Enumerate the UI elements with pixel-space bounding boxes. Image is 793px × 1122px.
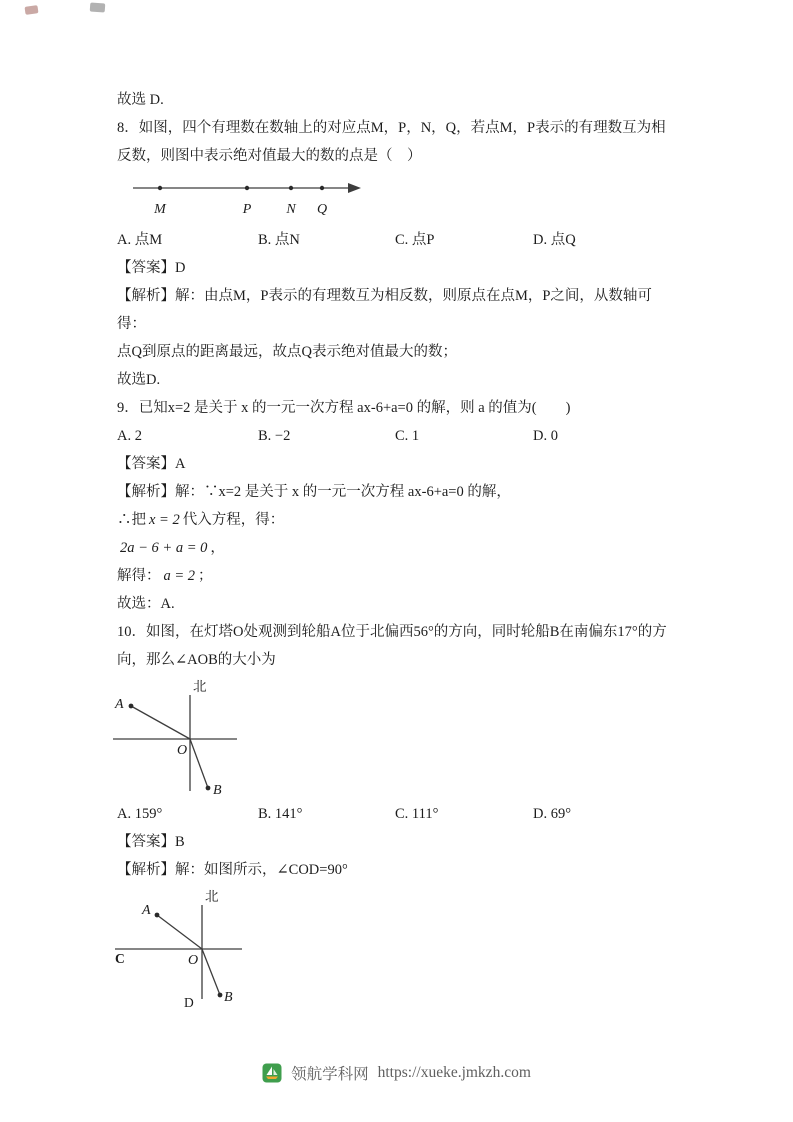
point-N-dot [289, 186, 293, 190]
point-A-dot [155, 913, 160, 918]
math-segment: a = 2 [163, 568, 196, 584]
bearing-solution-diagram [111, 887, 271, 1013]
footer-url: https://xueke.jmkzh.com [377, 1064, 531, 1081]
text-segment: ， [210, 540, 225, 556]
q9-analysis-line3 [117, 534, 679, 562]
q8-options [117, 226, 679, 254]
q10-direction-figure [117, 677, 679, 797]
point-O-label: O [177, 743, 188, 758]
q7-closing-line: 故选 D. [117, 92, 164, 108]
text-segment: ∴把 [117, 512, 146, 528]
scan-artifact [90, 2, 106, 12]
north-label: 北 [193, 679, 207, 694]
q10-solution-figure [117, 887, 679, 1013]
q8-analysis-line3: 故选D. [117, 372, 161, 388]
point-Q-label: Q [316, 202, 328, 217]
q10-question: 10．如图，在灯塔O处观测到轮船A位于北偏西56°的方向，同时轮船B在南偏东17°的方向，那么∠AOB的大小为 [117, 624, 667, 668]
point-A-label: A [142, 903, 151, 918]
ray-OB [190, 739, 208, 788]
q8-option-b: B. 点N [258, 232, 300, 248]
page-footer [0, 1062, 793, 1084]
point-B-dot [206, 786, 211, 791]
arrow-right-icon [348, 183, 361, 193]
q9-option-a: A. 2 [117, 428, 142, 444]
q8-answer: 【答案】D [117, 260, 186, 276]
point-N-label: N [286, 202, 296, 217]
point-Q-dot [320, 186, 324, 190]
scan-artifact [25, 5, 39, 15]
math-segment: x = 2 [149, 512, 180, 528]
q10-option-b: B. 141° [258, 806, 303, 822]
q10-option-a: A. 159° [117, 806, 163, 822]
q9-analysis-line2 [117, 506, 679, 534]
q9-options [117, 422, 679, 450]
q9-analysis-line4 [117, 562, 679, 590]
q8-analysis-line1: 【解析】解：由点M，P表示的有理数互为相反数，则原点在点M，P之间，从数轴可得： [117, 288, 652, 332]
q8-option-a: A. 点M [117, 232, 163, 248]
point-D-label: D [184, 995, 194, 1010]
q9-option-d: D. 0 [533, 428, 558, 444]
number-line-diagram [131, 176, 381, 220]
q10-answer: 【答案】B [117, 834, 185, 850]
ray-OA [131, 706, 190, 739]
ray-OB [202, 949, 220, 995]
document-content [117, 86, 679, 1016]
ray-OA [157, 915, 202, 949]
sailboat-logo-icon [262, 1063, 282, 1083]
site-logo-icon [262, 1063, 282, 1083]
q9-option-b: B. −2 [258, 428, 291, 444]
q10-analysis-line1: 【解析】解：如图所示，∠COD=90° [117, 862, 348, 878]
logo-hull-shape [266, 1077, 278, 1080]
text-segment: 代入方程，得： [182, 512, 285, 528]
point-B-label: B [224, 990, 233, 1005]
point-A-label: A [115, 697, 124, 712]
point-P-dot [245, 186, 249, 190]
text-segment: 解得： [117, 568, 161, 584]
q10-options [117, 800, 679, 828]
point-M-label: M [154, 202, 166, 217]
point-M-dot [158, 186, 162, 190]
q8-option-d: D. 点Q [533, 232, 576, 248]
q9-analysis-line5: 故选：A. [117, 596, 175, 612]
q8-question: 8．如图，四个有理数在数轴上的对应点M，P，N，Q，若点M，P表示的有理数互为相反数，则图中表示绝对值最大的数的点是（ ） [117, 120, 666, 164]
point-O-label: O [188, 953, 199, 968]
q8-option-c: C. 点P [395, 232, 435, 248]
math-segment: 2a − 6 + a = 0 [120, 540, 208, 556]
q9-analysis-line1: 【解析】解：∵x=2 是关于 x 的一元一次方程 ax-6+a=0 的解， [117, 484, 511, 500]
q9-question: 9．已知x=2 是关于 x 的一元一次方程 ax-6+a=0 的解，则 a 的值为( ) [117, 400, 571, 416]
q9-option-c: C. 1 [395, 428, 420, 444]
point-C-label: C [115, 951, 125, 966]
q8-numberline-figure [117, 176, 679, 220]
q9-answer: 【答案】A [117, 456, 186, 472]
q8-analysis-line2: 点Q到原点的距离最远，故点Q表示绝对值最大的数； [117, 344, 457, 360]
point-B-label: B [213, 783, 222, 797]
point-A-dot [129, 704, 134, 709]
bearing-diagram [111, 677, 261, 797]
footer-site-name: 领航学科网 [291, 1066, 369, 1083]
point-B-dot [218, 993, 223, 998]
point-P-label: P [242, 202, 252, 217]
north-label: 北 [205, 889, 219, 904]
q10-option-d: D. 69° [533, 806, 572, 822]
text-segment: ； [198, 568, 213, 584]
q10-option-c: C. 111° [395, 806, 439, 822]
